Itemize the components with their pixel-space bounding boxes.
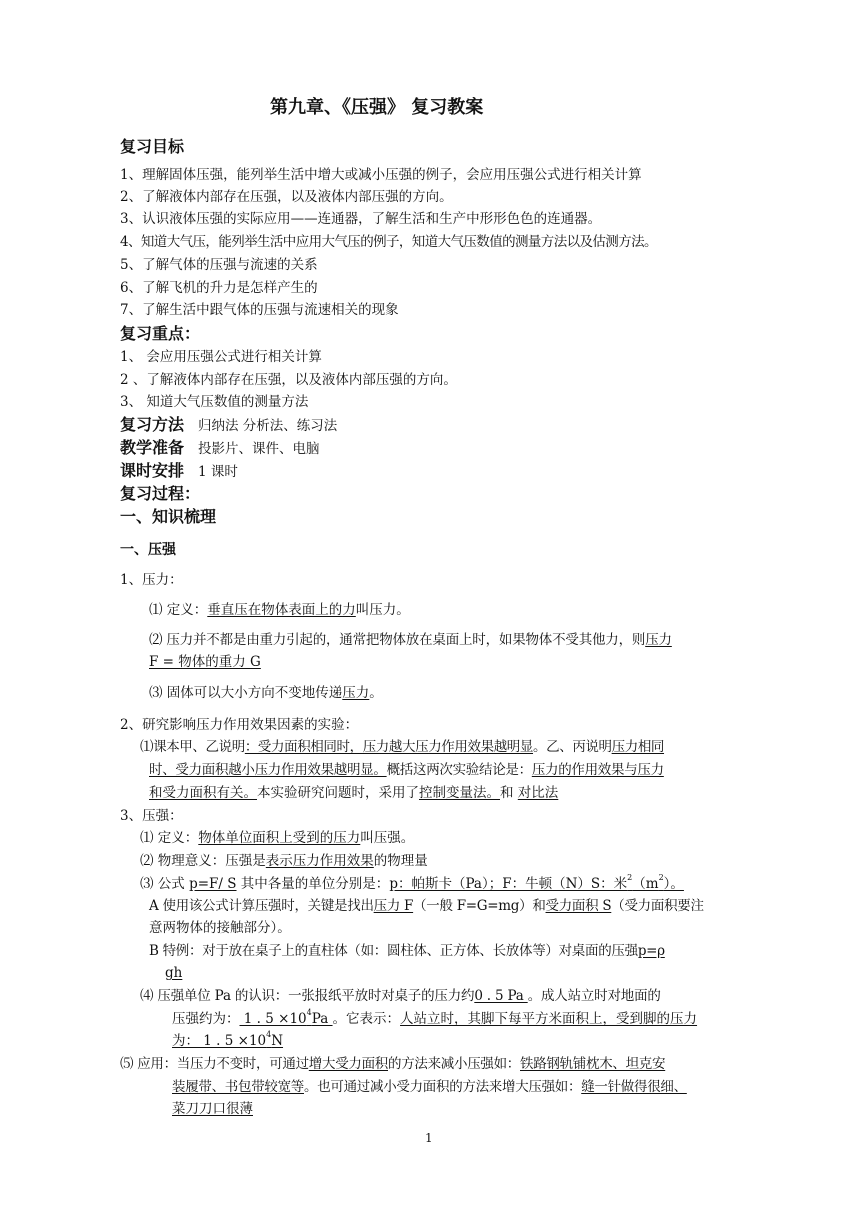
pressure-force-heading: 1、压力： (120, 572, 183, 588)
method-row (120, 415, 337, 436)
pressure-formula (140, 874, 684, 894)
objective-item: 7、了解生活中跟气体的压强与流速相关的现象 (120, 302, 399, 318)
text: 的物理量 (373, 853, 428, 869)
pressure-note-a-cont: 意两物体的接触部分）。 (149, 920, 291, 936)
underlined-text: 菜刀刀口很薄 (172, 1101, 253, 1117)
underlined-text: 人站立时，其脚下每平方米面积上，受到脚的压力 (400, 1011, 698, 1027)
key-point-item: 1、 会应用压强公式进行相关计算 (120, 349, 322, 365)
text: A 使用该公式计算压强时，关键是找出 (149, 898, 374, 914)
formula: gh (165, 965, 183, 981)
method-value: 归纳法 分析法、练习法 (198, 418, 338, 434)
underlined-text: 物体单位面积上受到的压力 (198, 830, 361, 846)
schedule-row (120, 461, 238, 482)
underlined-value: 1 . 5 ×10 (239, 1011, 307, 1027)
underlined-text: 对比法 (517, 785, 559, 801)
section-heading: 一、知识梳理 (120, 507, 217, 526)
pressure-unit-line-3 (172, 1031, 283, 1051)
text: 概括这两次实验结论是： (386, 762, 532, 778)
text: ⑸ 应用：当压力不变时，可通过 (120, 1056, 309, 1072)
text: ⑶ 公式 (140, 876, 190, 892)
text: ⑷ 压强单位 Pa 的认识：一张报纸平放时对桌子的压力约 (140, 988, 475, 1004)
underlined-text: 压力相同 (611, 739, 665, 755)
superscript: 2 (658, 873, 664, 882)
experiment-line-1 (140, 737, 664, 757)
units-text: （m (632, 876, 659, 892)
pressure-application-1 (120, 1054, 665, 1074)
objectives-heading: 复习目标 (120, 137, 185, 156)
pressure-force-note-cont (149, 652, 261, 672)
text: 。它表示： (332, 1011, 401, 1027)
schedule-value: 1 课时 (198, 464, 238, 480)
pressure-force-transmit (149, 683, 383, 703)
underlined-value: N (271, 1033, 284, 1049)
text: 。乙、丙说明 (533, 739, 612, 755)
underlined-text: 和受力面积有关。 (149, 785, 257, 801)
pressure-force-definition (149, 600, 410, 620)
underlined-text: 时、受力面积越小压力作用效果越明显。 (149, 762, 387, 778)
text: 其中各量的单位分别是： (236, 876, 390, 892)
method-label: 复习方法 (120, 415, 185, 434)
process-heading: 复习过程： (120, 484, 201, 503)
text: 。成人站立时对地面的 (527, 988, 661, 1004)
objective-item: 3、认识液体压强的实际应用——连通器，了解生活和生产中形形色色的连通器。 (120, 211, 602, 227)
units-text: p：帕斯卡（Pa）；F：牛顿（N）S：米 (389, 876, 628, 892)
units-text: ）。 (663, 876, 684, 892)
underlined-text: F = 物体的重力 G (149, 654, 261, 670)
superscript: 2 (627, 873, 633, 882)
text: 本实验研究问题时，采用了 (257, 785, 419, 801)
underlined-text: ：受力面积相同时，压力越大压力作用效果越明显 (244, 739, 534, 755)
underlined-text: 装履带、书包带较宽等 (172, 1079, 304, 1095)
objective-item: 4、知道大气压，能列举生活中应用大气压的例子，知道大气压数值的测量方法以及估测方法。 (120, 234, 657, 250)
prep-row (120, 438, 320, 459)
underlined-value: 为： 1 . 5 ×10 (172, 1033, 267, 1049)
subsection-heading: 一、压强 (120, 542, 176, 558)
pressure-note-a (149, 896, 704, 916)
experiment-line-3 (149, 783, 558, 803)
pressure-application-3 (172, 1099, 253, 1119)
text: 的方法来减小压强如： (388, 1056, 520, 1072)
superscript: 4 (266, 1030, 272, 1039)
underlined-text: 压力 (645, 632, 672, 648)
schedule-label: 课时安排 (120, 461, 185, 480)
underlined-text: 垂直压在物体表面上的力 (207, 602, 356, 618)
text: ⑵ 物理意义：压强是 (140, 853, 266, 869)
text: 和 (500, 785, 518, 801)
underlined-text: 缝一针做得很细、 (581, 1079, 687, 1095)
text: ⑴ 定义： (149, 602, 208, 618)
pressure-note-b-cont (165, 963, 182, 983)
underlined-text: 表示压力作用效果 (265, 853, 374, 869)
underlined-value: 0 . 5 Pa (474, 988, 528, 1004)
page-number: 1 (425, 1131, 433, 1145)
key-points-heading: 复习重点： (120, 324, 201, 343)
objective-item: 1、理解固体压强，能列举生活中增大或减小压强的例子，会应用压强公式进行相关计算 (120, 167, 642, 183)
text: ⑴ 定义： (140, 830, 199, 846)
text: 压强约为： (172, 1011, 240, 1027)
text: 。 (369, 685, 383, 701)
pressure-meaning (140, 851, 428, 871)
pressure-application-2 (172, 1077, 687, 1097)
text: （一般 F=G=mg）和 (413, 898, 546, 914)
experiment-heading: 2、研究影响压力作用效果因素的实验： (120, 717, 359, 733)
underlined-text: 压力 (342, 685, 370, 701)
text: ⑵ 压力并不都是由重力引起的，通常把物体放在桌面上时，如果物体不受其他力，则 (149, 632, 646, 648)
key-point-item: 3、 知道大气压数值的测量方法 (120, 394, 309, 410)
pressure-definition (140, 828, 414, 848)
pressure-note-b (149, 941, 665, 961)
underlined-text: 受力面积 S (545, 898, 612, 914)
objective-item: 6、了解飞机的升力是怎样产生的 (120, 280, 318, 296)
underlined-text: 压力 F (373, 898, 414, 914)
prep-label: 教学准备 (120, 438, 185, 457)
formula: p=F/ S (189, 876, 237, 892)
underlined-text: 增大受力面积 (308, 1056, 388, 1072)
text: ⑶ 固体可以大小方向不变地传递 (149, 685, 343, 701)
objective-item: 5、了解气体的压强与流速的关系 (120, 257, 318, 273)
underlined-text: 铁路钢轨铺枕木、坦克安 (520, 1056, 666, 1072)
underlined-text: 控制变量法。 (419, 785, 500, 801)
text: ⑴课本甲、乙说明 (140, 739, 245, 755)
text: （受力面积要注 (611, 898, 704, 914)
objective-item: 2、了解液体内部存在压强，以及液体内部压强的方向。 (120, 189, 453, 205)
formula: p=ρ (637, 943, 665, 959)
text: B 特例：对于放在桌子上的直柱体（如：圆柱体、正方体、长放体等）对桌面的压强 (149, 943, 638, 959)
text: 叫压强。 (360, 830, 415, 846)
underlined-text: 压力的作用效果与压力 (531, 762, 664, 778)
pressure-unit-line-1 (140, 986, 661, 1006)
superscript: 4 (306, 1008, 312, 1017)
text: 。也可通过减小受力面积的方法来增大压强如： (304, 1079, 582, 1095)
key-point-item: 2 、了解液体内部存在压强，以及液体内部压强的方向。 (120, 372, 457, 388)
experiment-line-2 (149, 760, 664, 780)
underlined-value: Pa (311, 1011, 333, 1027)
pressure-unit-line-2 (172, 1009, 697, 1029)
pressure-force-note (149, 630, 672, 650)
page-title: 第九章、《压强》 复习教案 (270, 97, 484, 118)
text: 叫压力。 (355, 602, 410, 618)
pressure-heading: 3、压强： (120, 808, 183, 824)
prep-value: 投影片、课件、电脑 (198, 441, 320, 457)
